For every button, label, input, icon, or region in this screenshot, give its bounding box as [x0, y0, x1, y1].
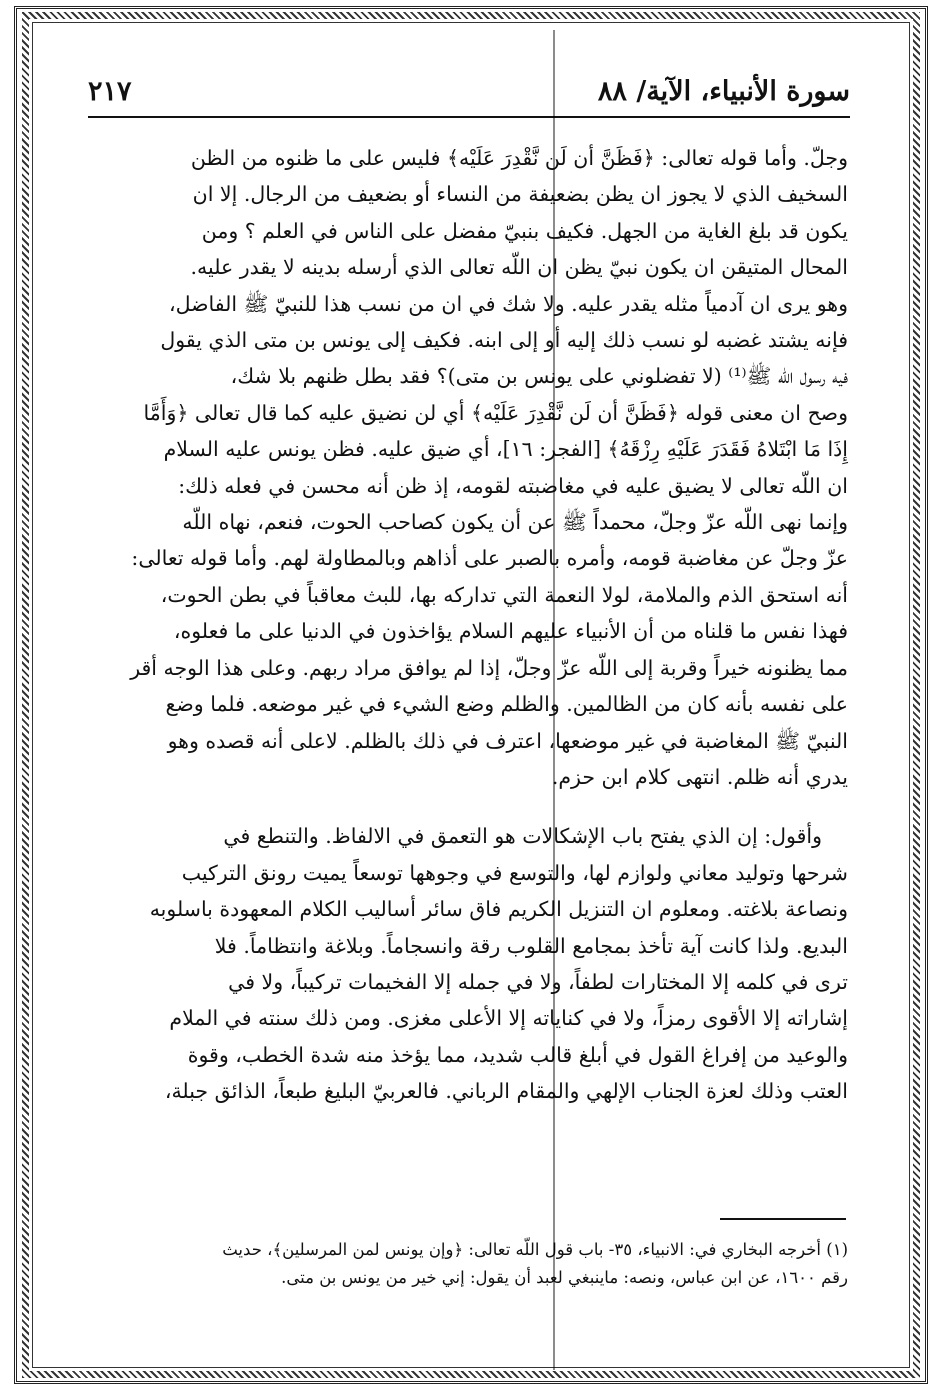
scan-fold-line: [553, 30, 555, 1370]
text-line: ونصاعة بلاغته. ومعلوم ان التنزيل الكريم فاق سائر أساليب الكلام المعهودة باسلوبه: [149, 897, 848, 922]
footnote-separator: [720, 1218, 846, 1220]
text-line: يكون قد بلغ الغاية من الجهل. فكيف بنبيّ مفضل على الناس في العلم ؟ ومن: [201, 218, 848, 243]
text-line: فهذا نفس ما قلناه من أن الأنبياء عليهم السلام يؤاخذون في الدنيا على ما فعلوه،: [173, 619, 848, 644]
text-line: مما يظنونه خيراً وقربة إلى اللّه عزّ وجلّ، إذا لم يوافق مراد ربهم. وعلى هذا الوجه أقر: [130, 655, 848, 680]
footnote-line: رقم ١٦٠٠، عن ابن عباس، ونصه: ماينبغي لعبد أن يقول: إني خير من يونس بن متى.: [281, 1268, 848, 1287]
paragraph-ibn-hazm-quote: [82, 140, 848, 795]
text-line: على نفسه بأنه كان من الظالمين. والظلم وضع الشيء في غير موضعه. فلما وضع: [165, 692, 848, 717]
paragraph-author-commentary: [82, 818, 848, 1109]
text-line: فإنه يشتد غضبه لو نسب ذلك إليه أو إلى ابنه. فكيف إلى يونس بن متى الذي يقول: [160, 328, 848, 353]
text-line: شرحها وتوليد معاني ولوازم لها، والتوسع في وجوهها توسعاً يميت رونق التركيب: [181, 860, 848, 885]
text-line: إشاراته إلا الأقوى رمزاً، ولا في كناياته إلا الأعلى مغزى. ومن ذلك سنته في الملام: [169, 1006, 848, 1031]
text-line: أنه استحق الذم والملامة، لولا النعمة التي تداركه بها، للبث معاقباً في بطن الحوت،: [160, 582, 848, 607]
text-line: وجلّ. وأما قوله تعالى: ﴿فَظَنَّ أن لَن نَّقْدِرَ عَلَيْه﴾ فليس على ما ظنوه من الظن: [190, 146, 848, 170]
text-line: النبيّ ﷺ المغاضبة في غير موضعها، اعترف في ذلك بالظلم. لاعلى أنه قصده وهو: [167, 728, 848, 753]
text-line: وإنما نهى اللّه عزّ وجلّ، محمداً ﷺ عن أن يكون كصاحب الحوت، فنعم، نهاه اللّه: [182, 510, 848, 535]
page-number: ٢١٧: [88, 76, 132, 107]
text-line: ان اللّه تعالى لا يضيق عليه في مغاضبته لقومه، إذ ظن أنه محسن في فعله ذلك:: [178, 473, 848, 498]
text-line: المحال المتيقن ان يكون نبيّ يظن ان اللّه تعالى الذي أرسله بدينه لا يقدر عليه.: [190, 255, 848, 280]
running-header: [88, 70, 850, 114]
text-line: إِذَا مَا ابْتَلاهُ فَقَدَرَ عَلَيْهِ رِزْقَهُ﴾ [الفجر: ١٦]، أي ضيق عليه. فظن يونس عليه السلام: [163, 437, 848, 462]
footnote-line: (١) أخرجه البخاري في: الانبياء، ٣٥- باب قول اللّه تعالى: ﴿وإن يونس لمن المرسلين﴾، حديث: [222, 1240, 848, 1259]
text-line: السخيف الذي لا يجوز ان يظن بضعيفة من النساء أو بضعيف من الرجال. إلا ان: [192, 182, 848, 207]
footnotes: [82, 1236, 848, 1292]
text-line: فيه رسول اللّه ﷺ⁽¹⁾ (لا تفضلوني على يونس بن متى)؟ فقد بطل ظنهم بلا شك،: [230, 364, 848, 389]
text-line: وهو يرى ان آدمياً مثله يقدر عليه. ولا شك في ان من نسب هذا للنبيّ ﷺ الفاضل،: [168, 291, 848, 316]
text-line: العتب وذلك لعزة الجناب الإلهي والمقام الرباني. فالعربيّ البليغ طبعاً، الذائق جبلة،: [164, 1079, 848, 1104]
header-title: سورة الأنبياء، الآية/ ٨٨: [597, 76, 850, 107]
paragraph-gap: [82, 795, 848, 818]
text-line: عزّ وجلّ عن مغاضبة قومه، وأمره بالصبر على أذاهم وبالمطاولة لهم. وأما قوله تعالى:: [131, 546, 848, 571]
header-rule: [88, 116, 850, 118]
text-line: يدري أنه ظلم. انتهى كلام ابن حزم.: [551, 764, 848, 789]
text-line: وصح ان معنى قوله ﴿فَظَنَّ أن لَن نَّقْدِرَ عَلَيْه﴾ أي لن نضيق عليه كما قال تعالى ﴿وَأَمَّا: [143, 400, 848, 425]
text-line: ترى في كلمه إلا المختارات لطفاً، ولا في جمله إلا الفخيمات تركيباً، ولا في: [228, 969, 848, 994]
text-line: وأقول: إن الذي يفتح باب الإشكالات هو التعمق في الالفاظ. والتنطع في: [223, 824, 822, 849]
text-line: البديع. ولذا كانت آية تأخذ بمجامع القلوب رقة وانسجاماً. وبلاغة وانتظاماً. فلا: [214, 933, 848, 958]
main-text: [82, 140, 848, 1110]
text-line: والوعيد من إفراغ القول في أبلغ قالب شديد، مما يؤخذ منه شدة الخطب، وقوة: [187, 1042, 848, 1067]
